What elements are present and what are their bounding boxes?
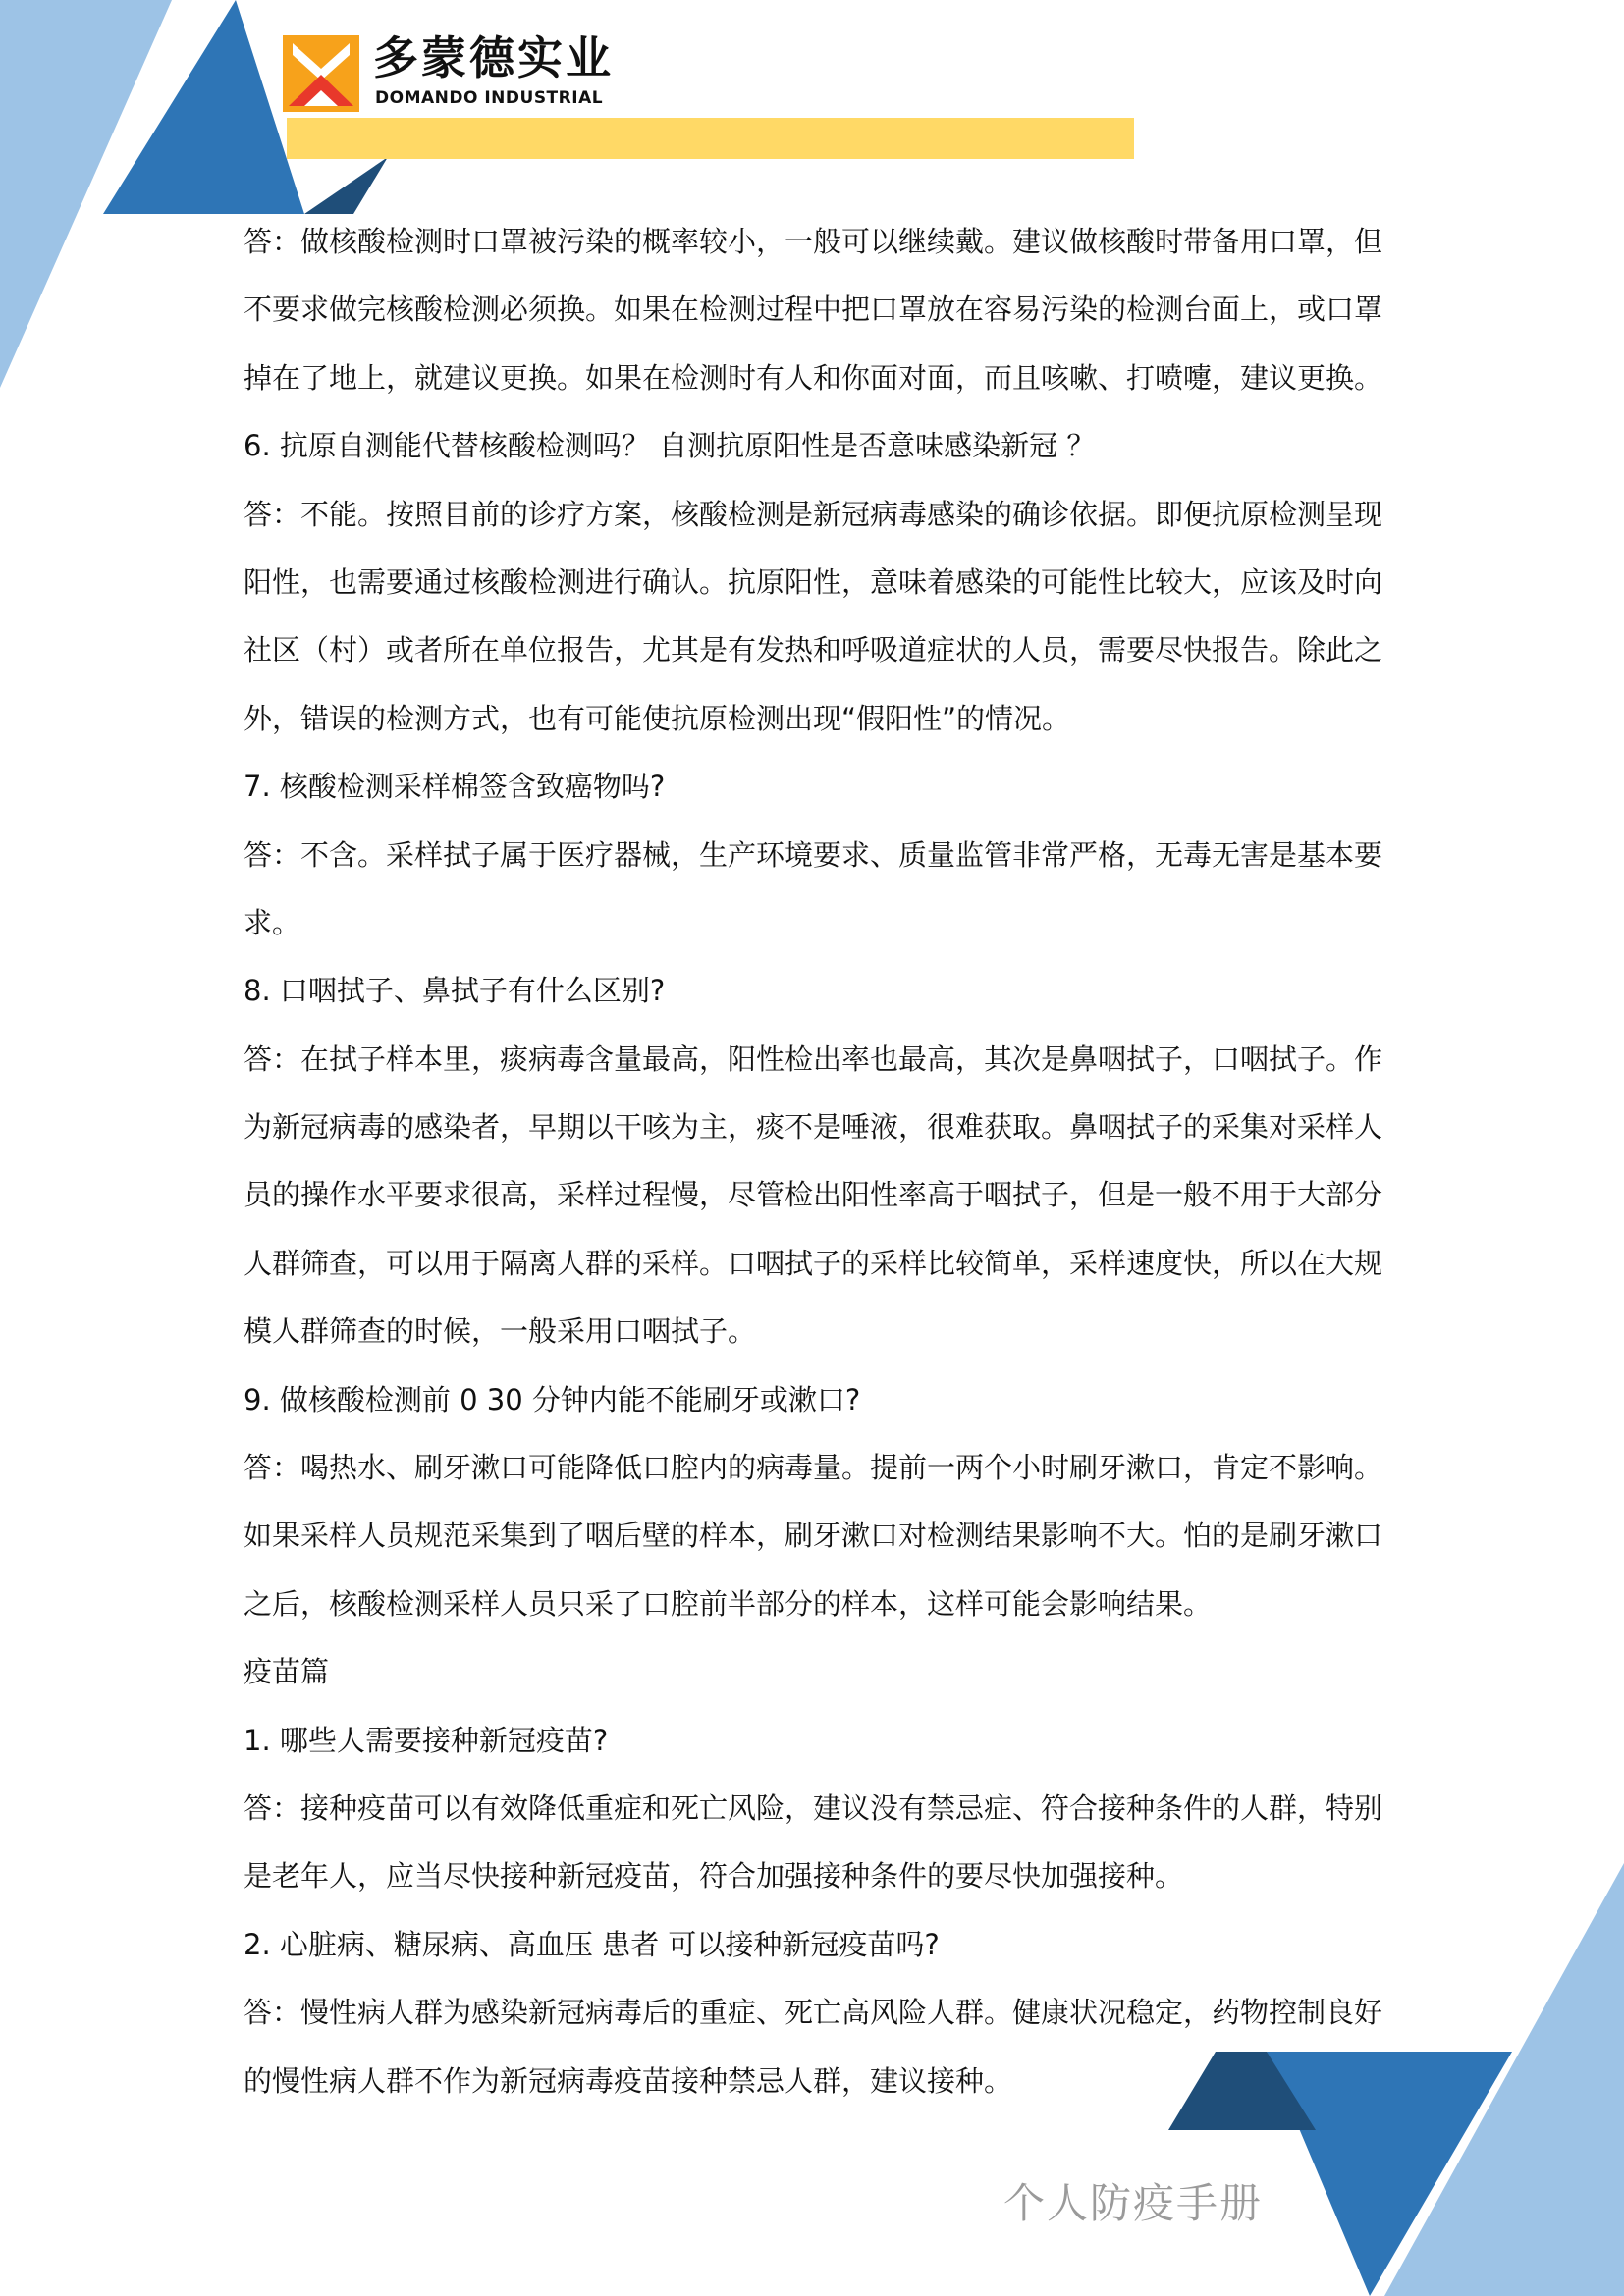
text-line: 答：不能。按照目前的诊疗方案，核酸检测是新冠病毒感染的确诊依据。即便抗原检测呈现 bbox=[244, 497, 1383, 531]
text-line: 掉在了地上，就建议更换。如果在检测时有人和你面对面，而且咳嗽、打喷嚏，建议更换。 bbox=[244, 360, 1383, 395]
section-heading: 疫苗篇 bbox=[244, 1655, 330, 1689]
brand-name-chinese: 多蒙德实业 bbox=[373, 31, 614, 84]
text-line: 答：慢性病人群为感染新冠病毒后的重症、死亡高风险人群。健康状况稳定，药物控制良好 bbox=[244, 1996, 1383, 2030]
brand-name-english: DOMANDO INDUSTRIAL bbox=[375, 88, 604, 108]
text-line: 答：做核酸检测时口罩被污染的概率较小，一般可以继续戴。建议做核酸时带备用口罩，但 bbox=[244, 225, 1383, 258]
question-heading: 1. 哪些人需要接种新冠疫苗? bbox=[244, 1723, 609, 1757]
question-heading: 7. 核酸检测采样棉签含致癌物吗? bbox=[244, 770, 666, 804]
text-line: 为新冠病毒的感染者，早期以干咳为主，痰不是唾液，很难获取。鼻咽拭子的采集对采样人 bbox=[244, 1110, 1383, 1145]
text-line: 模人群筛查的时候，一般采用口咽拭子。 bbox=[244, 1314, 757, 1349]
question-heading: 2. 心脏病、糖尿病、高血压 患者 可以接种新冠疫苗吗? bbox=[244, 1927, 940, 1961]
text-line: 是老年人，应当尽快接种新冠疫苗，符合加强接种条件的要尽快加强接种。 bbox=[244, 1859, 1184, 1894]
question-heading: 8. 口咽拭子、鼻拭子有什么区别? bbox=[244, 974, 666, 1008]
text-line: 之后，核酸检测采样人员只采了口腔前半部分的样本，这样可能会影响结果。 bbox=[244, 1586, 1213, 1621]
text-line: 的慢性病人群不作为新冠病毒疫苗接种禁忌人群，建议接种。 bbox=[244, 2063, 1013, 2098]
text-line: 员的操作水平要求很高，采样过程慢，尽管检出阳性率高于咽拭子，但是一般不用于大部分 bbox=[244, 1178, 1383, 1212]
text-line: 求。 bbox=[244, 905, 301, 939]
company-logo-icon bbox=[283, 35, 359, 112]
text-line: 如果采样人员规范采集到了咽后壁的样本，刷牙漱口对检测结果影响不大。怕的是刷牙漱口 bbox=[244, 1519, 1383, 1553]
question-heading: 6. 抗原自测能代替核酸检测吗？ 自测抗原阳性是否意味感染新冠 ？ bbox=[244, 429, 1096, 463]
text-line: 阳性，也需要通过核酸检测进行确认。抗原阳性，意味着感染的可能性比较大，应该及时向 bbox=[244, 564, 1383, 599]
text-line: 不要求做完核酸检测必须换。如果在检测过程中把口罩放在容易污染的检测台面上，或口罩 bbox=[244, 293, 1383, 327]
text-line: 人群筛查，可以用于隔离人群的采样。口咽拭子的采样比较简单，采样速度快，所以在大规 bbox=[244, 1246, 1383, 1280]
text-line: 社区（村）或者所在单位报告，尤其是有发热和呼吸道症状的人员，需要尽快报告。除此之 bbox=[244, 633, 1383, 667]
text-line: 答：在拭子样本里，痰病毒含量最高，阳性检出率也最高，其次是鼻咽拭子，口咽拭子。作 bbox=[244, 1041, 1383, 1076]
text-line: 答：不含。采样拭子属于医疗器械，生产环境要求、质量监管非常严格，无毒无害是基本要 bbox=[244, 837, 1383, 872]
text-line: 答：喝热水、刷牙漱口可能降低口腔内的病毒量。提前一两个小时刷牙漱口，肯定不影响。 bbox=[244, 1451, 1383, 1485]
document-body bbox=[244, 208, 1384, 2115]
text-line: 答：接种疫苗可以有效降低重症和死亡风险，建议没有禁忌症、符合接种条件的人群，特别 bbox=[244, 1790, 1383, 1825]
question-heading: 9. 做核酸检测前 0 30 分钟内能不能刷牙或漱口? bbox=[244, 1382, 861, 1416]
text-line: 外，错误的检测方式，也有可能使抗原检测出现“假阳性”的情况。 bbox=[244, 701, 1071, 735]
footer-title: 个人防疫手册 bbox=[1003, 2179, 1264, 2227]
header-yellow-bar bbox=[287, 118, 1134, 159]
top-left-dark-triangle bbox=[304, 157, 388, 214]
